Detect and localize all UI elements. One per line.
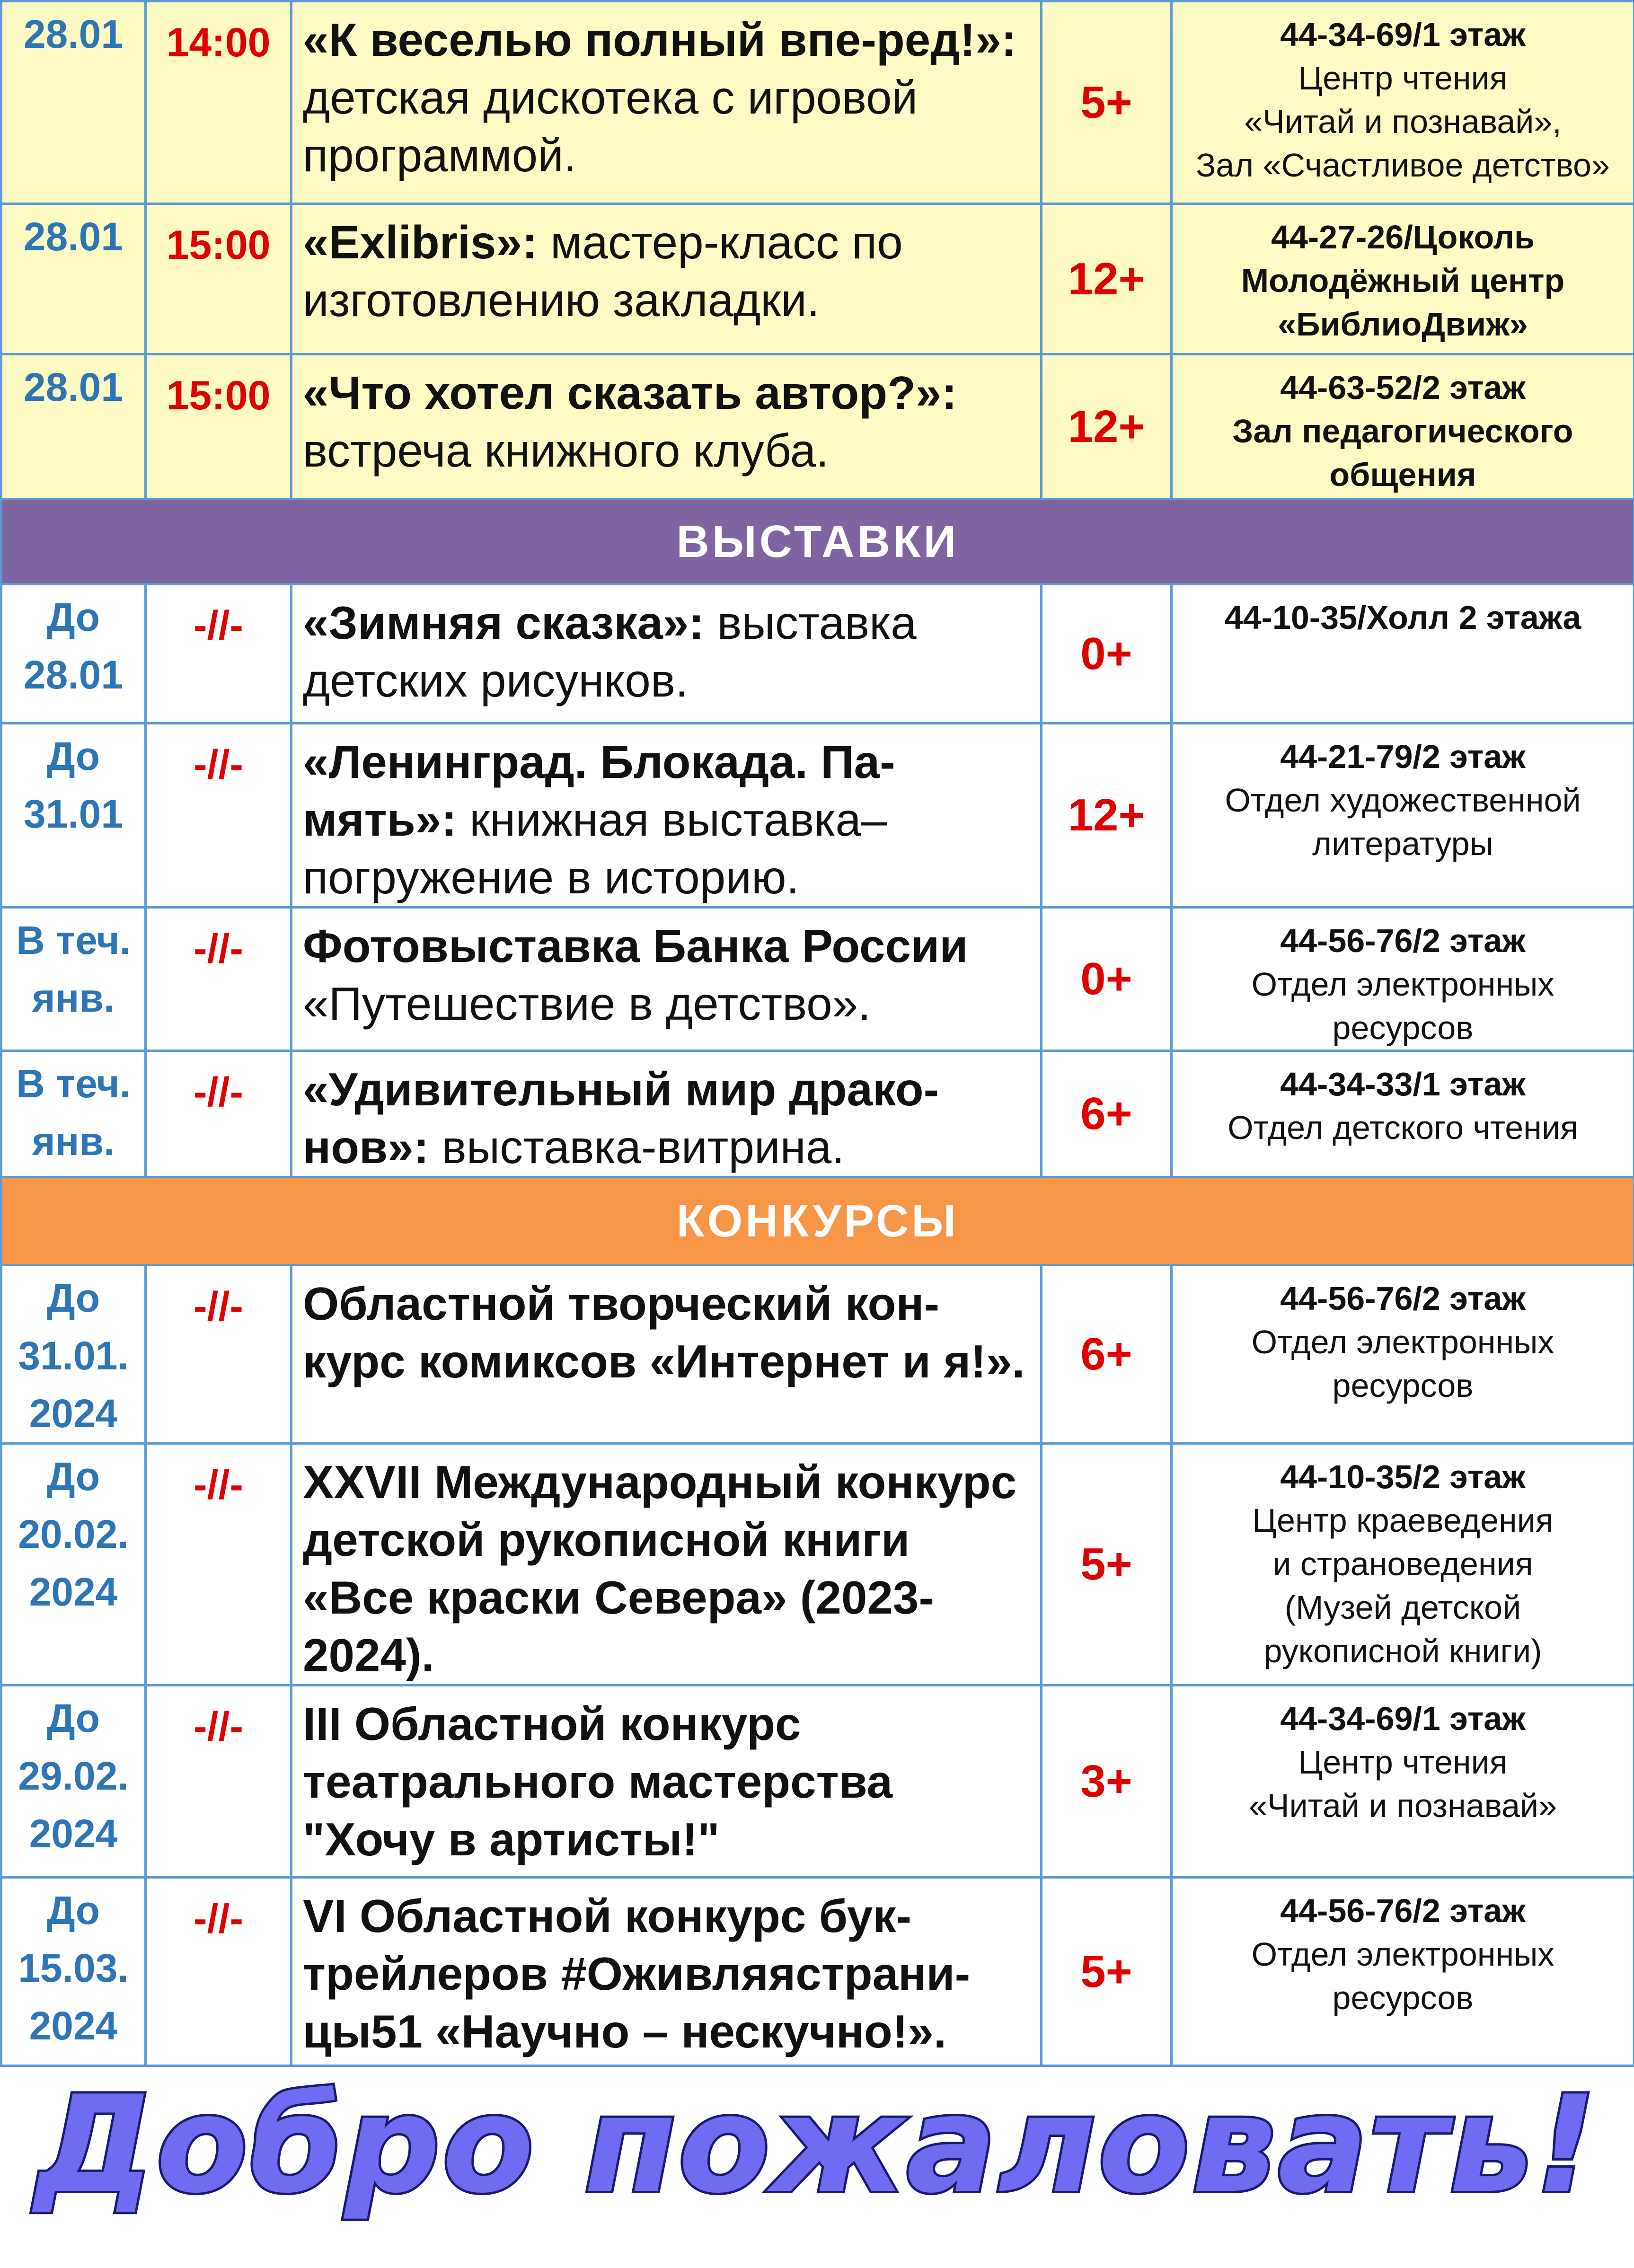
row-place-line: Отдел электронных <box>1251 1324 1555 1360</box>
row-date-line: До <box>46 595 100 639</box>
row-description <box>291 354 1042 499</box>
row-text: «Путешествие в детство». <box>303 978 871 1030</box>
row-age: 6+ <box>1042 1051 1172 1177</box>
row-date-line: В теч. <box>16 918 131 962</box>
schedule-row <box>1 1686 1634 1878</box>
row-age: 3+ <box>1042 1686 1172 1878</box>
row-place <box>1172 908 1634 1051</box>
row-title: «Удивительный мир драко-нов»: <box>303 1063 939 1173</box>
row-time: -//- <box>146 1444 291 1686</box>
row-date <box>1 1265 146 1444</box>
row-age: 5+ <box>1042 1878 1172 2066</box>
row-title: VI Областной конкурс бук-трейлеров #Оживляястрани-цы51 «Научно – нескучно!». <box>303 1890 971 2057</box>
row-description <box>291 1878 1042 2066</box>
row-place-line: 44-63-52/2 этаж <box>1280 369 1526 406</box>
row-date <box>1 1878 146 2066</box>
row-place-line: «Читай и познавай» <box>1248 1787 1557 1824</box>
row-date <box>1 1051 146 1177</box>
row-place-line: 44-34-69/1 этаж <box>1280 16 1526 53</box>
schedule-row <box>1 724 1634 908</box>
row-place-line: Центр чтения <box>1298 1744 1508 1781</box>
row-description <box>291 1051 1042 1177</box>
row-title: «Зимняя сказка»: <box>303 597 705 649</box>
schedule-row <box>1 354 1634 499</box>
row-place-line: Отдел электронных <box>1251 966 1555 1003</box>
row-place <box>1172 724 1634 908</box>
row-place <box>1172 1265 1634 1444</box>
row-date <box>1 204 146 354</box>
row-description <box>291 204 1042 354</box>
row-place-line: ресурсов <box>1332 1009 1474 1046</box>
schedule-body <box>1 1 1634 2066</box>
row-date-line: 20.02. <box>18 1512 129 1556</box>
row-title: «К веселью полный впе-ред!»: <box>303 14 1017 66</box>
row-place-line: 44-21-79/2 этаж <box>1280 738 1526 775</box>
row-place <box>1172 1444 1634 1686</box>
row-time: -//- <box>146 1051 291 1177</box>
row-date-line: До <box>46 1696 100 1740</box>
schedule-row <box>1 1878 1634 2066</box>
row-place-line: 44-27-26/Цоколь <box>1271 219 1535 256</box>
row-text: мастер-класс по изготовлению закладки. <box>303 216 903 326</box>
row-date-line: 28.01 <box>23 653 124 697</box>
row-title: «Что хотел сказать автор?»: <box>303 367 957 419</box>
row-place-line: Отдел детского чтения <box>1228 1109 1578 1146</box>
row-description <box>291 1686 1042 1878</box>
row-place <box>1172 584 1634 724</box>
row-place-line: 44-56-76/2 этаж <box>1280 1892 1526 1929</box>
welcome-banner <box>0 2073 1634 2224</box>
row-place-line: общения <box>1329 456 1476 493</box>
schedule-row <box>1 1265 1634 1444</box>
row-place-line: 44-34-69/1 этаж <box>1280 1700 1526 1737</box>
row-place-line: 44-10-35/Холл 2 этажа <box>1224 599 1581 636</box>
row-date-line: 28.01 <box>23 12 124 56</box>
schedule-row <box>1 1051 1634 1177</box>
row-place <box>1172 354 1634 499</box>
row-date <box>1 354 146 499</box>
row-text: книжная выставка–погружение в историю. <box>303 794 887 903</box>
row-place <box>1172 1 1634 204</box>
row-place-line: Отдел художественной <box>1225 782 1581 819</box>
row-time: 15:00 <box>146 354 291 499</box>
row-age: 5+ <box>1042 1444 1172 1686</box>
row-title: «Ленинград. Блокада. Па-мять»: <box>303 736 895 846</box>
row-place-line: ресурсов <box>1332 1367 1474 1404</box>
row-time: -//- <box>146 724 291 908</box>
row-date-line: 31.01 <box>23 792 124 836</box>
row-place-line: Зал педагогического <box>1232 413 1573 450</box>
schedule-row <box>1 908 1634 1051</box>
row-place <box>1172 1686 1634 1878</box>
row-age: 12+ <box>1042 204 1172 354</box>
row-place-line: и страноведения <box>1272 1545 1533 1582</box>
row-date <box>1 908 146 1051</box>
row-place-line: Зал «Счастливое детство» <box>1196 147 1610 184</box>
row-date <box>1 724 146 908</box>
row-age: 5+ <box>1042 1 1172 204</box>
row-date-line: До <box>46 1454 100 1499</box>
row-place <box>1172 1051 1634 1177</box>
row-place-line: Центр чтения <box>1298 60 1508 97</box>
row-place-line: 44-56-76/2 этаж <box>1280 1280 1526 1317</box>
row-time: -//- <box>146 908 291 1051</box>
row-title: III Областной конкурс театрального мастерства "Хочу в артисты!" <box>303 1698 893 1865</box>
row-place-line: «Читай и познавай», <box>1244 103 1562 140</box>
row-title: XXVII Международный конкурс детской рукописной книги «Все краски Севера» (2023-2024). <box>303 1456 1017 1681</box>
section-heading: КОНКУРСЫ <box>1 1177 1634 1265</box>
row-date-line: янв. <box>32 1119 115 1164</box>
row-text: выставка детских рисунков. <box>303 597 917 706</box>
row-time: -//- <box>146 1265 291 1444</box>
row-date-line: 2024 <box>29 2003 118 2048</box>
row-date-line: 15.03. <box>18 1946 129 1990</box>
row-place-line: 44-34-33/1 этаж <box>1280 1066 1526 1103</box>
section-header-row <box>1 1177 1634 1265</box>
row-time: -//- <box>146 1878 291 2066</box>
row-time: 14:00 <box>146 1 291 204</box>
section-heading: ВЫСТАВКИ <box>1 499 1634 584</box>
schedule-row <box>1 204 1634 354</box>
row-title: Областной творческий кон-курс комиксов «Интернет и я!». <box>303 1278 1025 1387</box>
row-date-line: До <box>46 1276 100 1320</box>
row-date-line: До <box>46 734 100 778</box>
row-date-line: В теч. <box>16 1061 131 1106</box>
row-place-line: Центр краеведения <box>1252 1502 1554 1539</box>
row-age: 12+ <box>1042 724 1172 908</box>
row-date-line: До <box>46 1888 100 1933</box>
row-place <box>1172 204 1634 354</box>
row-place-line: ресурсов <box>1332 1979 1474 2016</box>
row-time: -//- <box>146 584 291 724</box>
row-age: 0+ <box>1042 908 1172 1051</box>
row-place-line: Отдел электронных <box>1251 1936 1555 1973</box>
row-date-line: 2024 <box>29 1391 118 1436</box>
row-text: детская дискотека с игровой программой. <box>303 71 918 181</box>
row-date-line: 28.01 <box>23 365 124 409</box>
row-date-line: 29.02. <box>18 1754 129 1798</box>
schedule-row <box>1 584 1634 724</box>
row-date-line: 2024 <box>29 1811 118 1856</box>
row-place-line: «БиблиоДвиж» <box>1278 306 1528 343</box>
row-description <box>291 908 1042 1051</box>
row-description <box>291 724 1042 908</box>
row-place-line: Молодёжный центр <box>1241 262 1565 299</box>
row-place-line: 44-56-76/2 этаж <box>1280 922 1526 959</box>
row-date <box>1 584 146 724</box>
row-date <box>1 1444 146 1686</box>
row-date <box>1 1 146 204</box>
row-description <box>291 1444 1042 1686</box>
row-title: «Exlibris»: <box>303 216 538 268</box>
schedule-row <box>1 1 1634 204</box>
welcome-text: Добро пожаловать! <box>35 2073 1599 2223</box>
row-description <box>291 1265 1042 1444</box>
row-description <box>291 1 1042 204</box>
row-age: 6+ <box>1042 1265 1172 1444</box>
row-place-line: литературы <box>1312 825 1493 862</box>
row-date <box>1 1686 146 1878</box>
row-age: 12+ <box>1042 354 1172 499</box>
row-date-line: янв. <box>32 976 115 1020</box>
row-text: встреча книжного клуба. <box>303 424 829 477</box>
row-place <box>1172 1878 1634 2066</box>
section-header-row <box>1 499 1634 584</box>
row-text: выставка-витрина. <box>442 1121 845 1173</box>
row-date-line: 28.01 <box>23 214 124 259</box>
row-date-line: 2024 <box>29 1570 118 1614</box>
row-title: Фотовыставка Банка России <box>303 920 968 972</box>
row-place-line: рукописной книги) <box>1263 1633 1542 1669</box>
row-place-line: 44-10-35/2 этаж <box>1280 1458 1526 1495</box>
row-time: 15:00 <box>146 204 291 354</box>
row-description <box>291 584 1042 724</box>
row-time: -//- <box>146 1686 291 1878</box>
row-age: 0+ <box>1042 584 1172 724</box>
schedule-row <box>1 1444 1634 1686</box>
row-date-line: 31.01. <box>18 1333 129 1378</box>
row-place-line: (Музей детской <box>1284 1589 1521 1626</box>
